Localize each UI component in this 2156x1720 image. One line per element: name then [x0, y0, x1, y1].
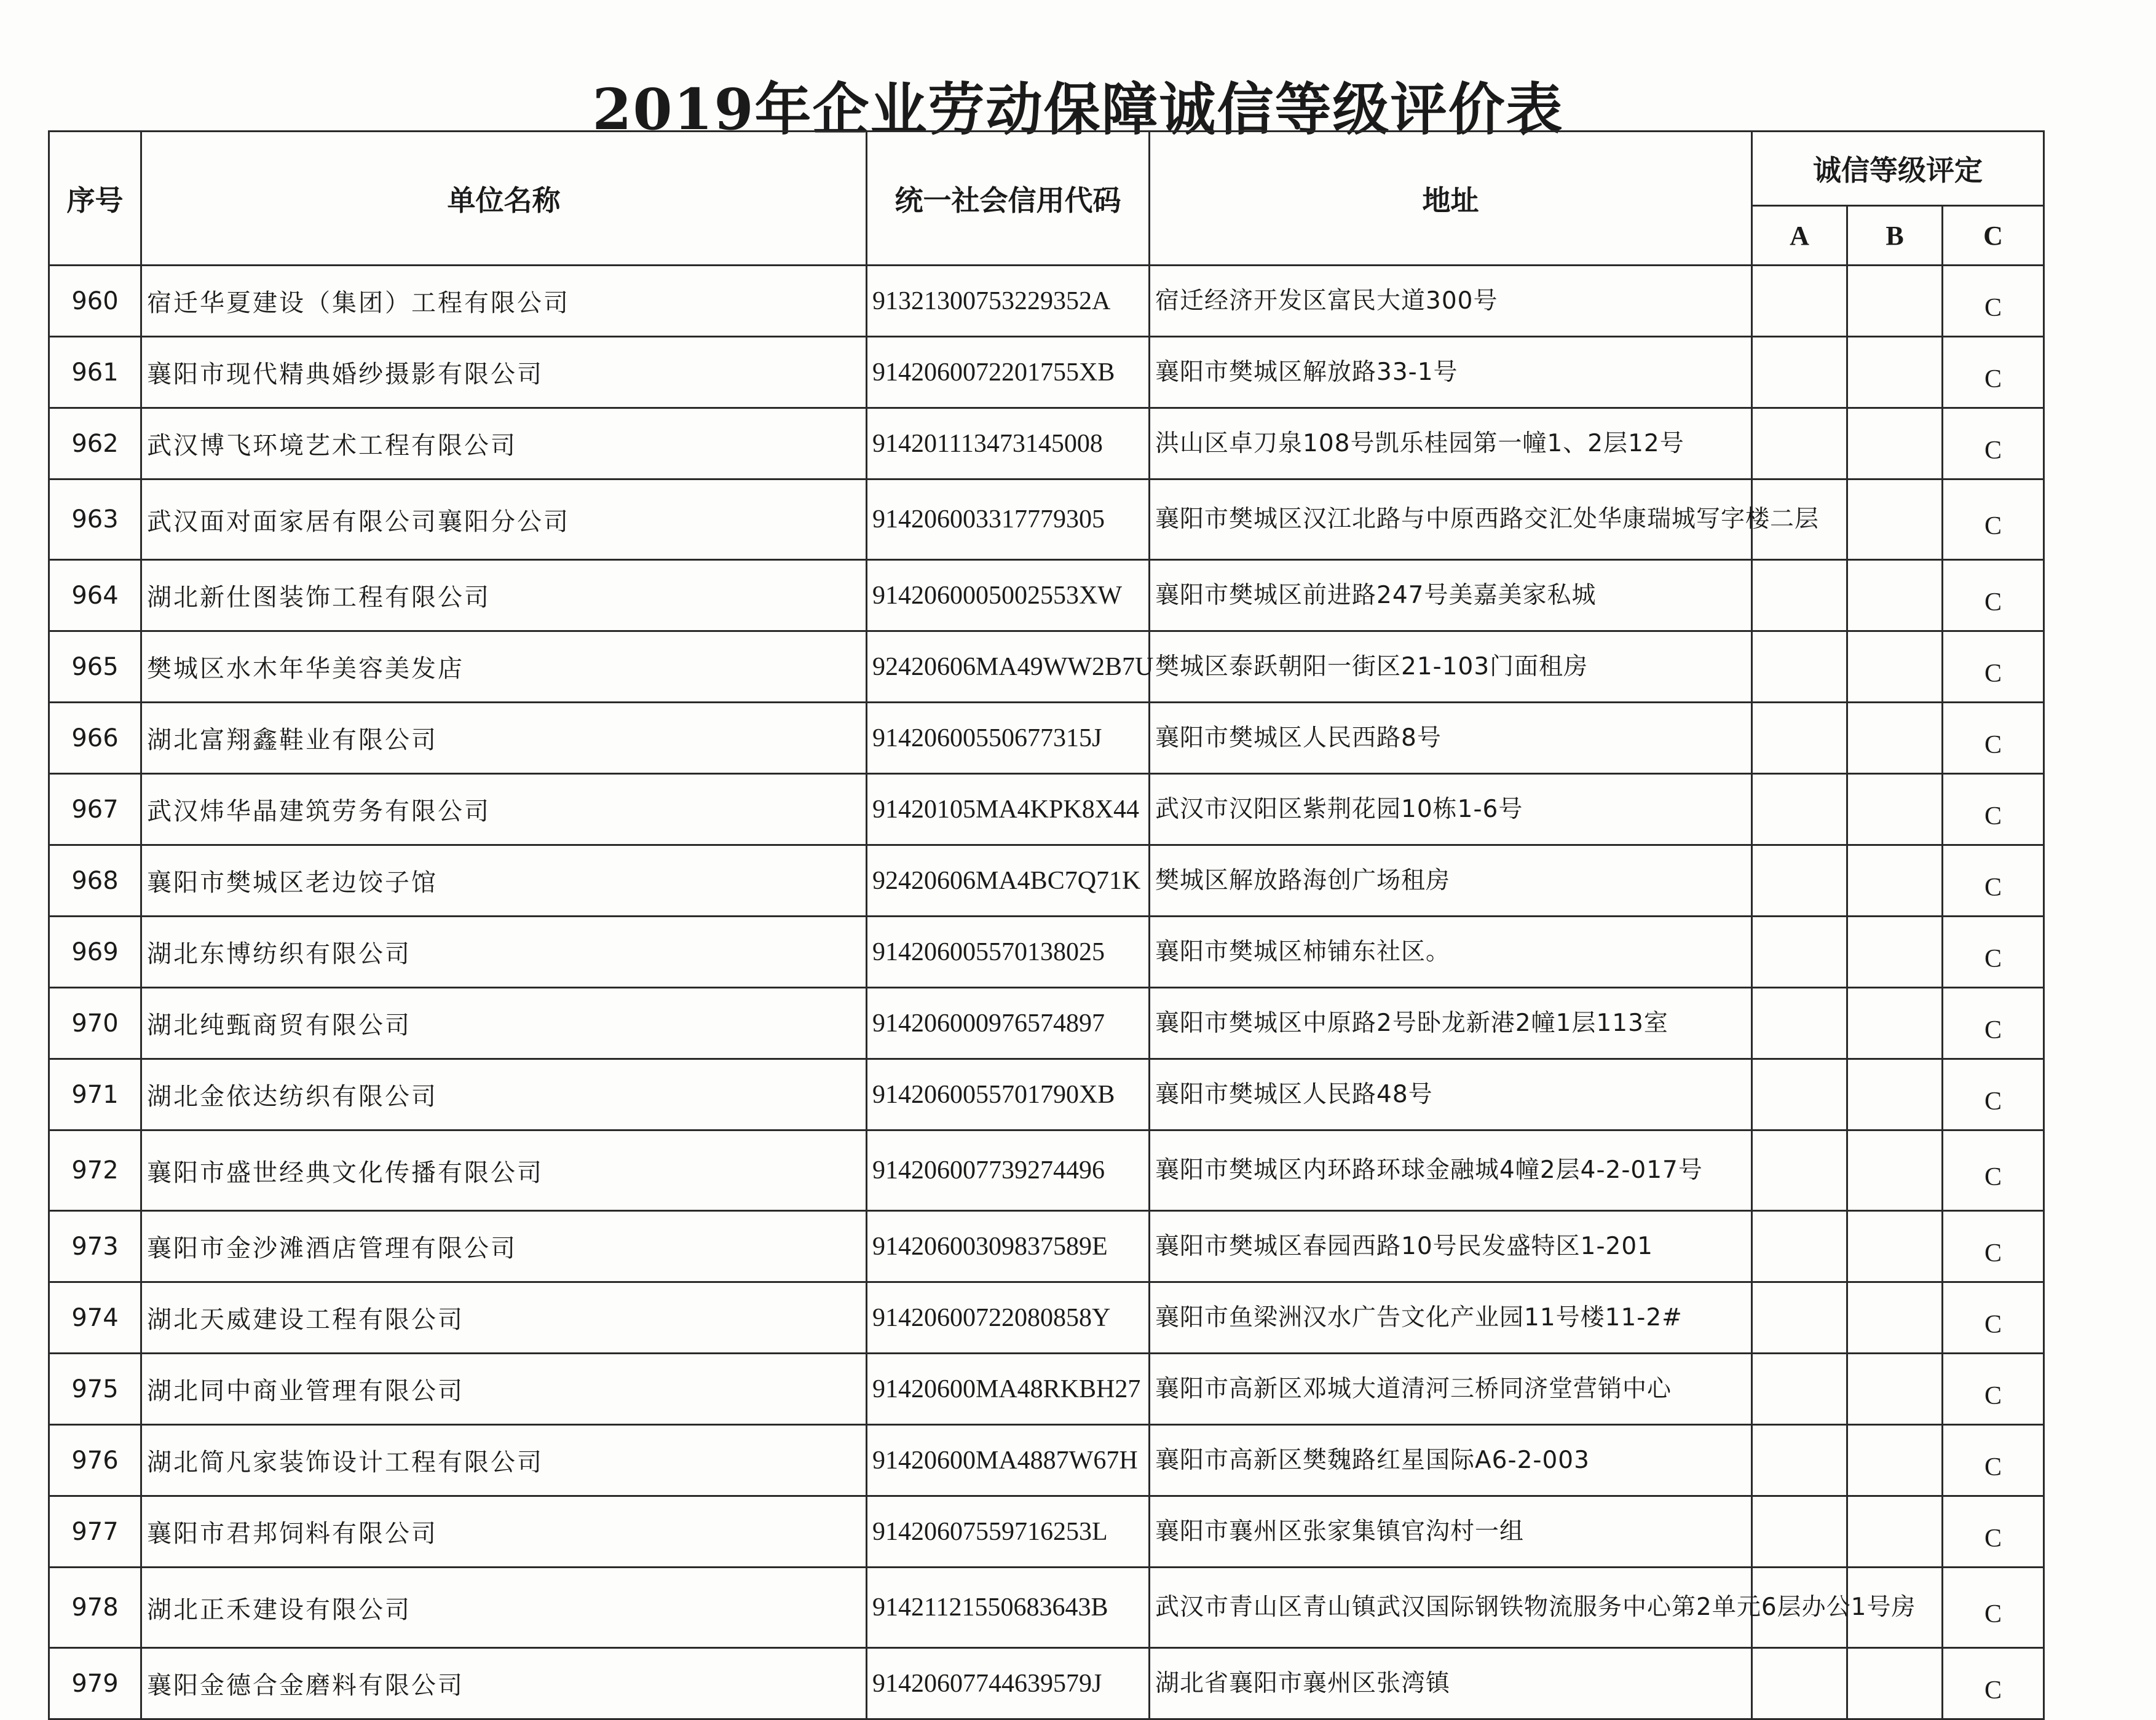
row-credit-code: 91420607559716253L	[867, 1496, 1150, 1568]
row-seq: 971	[49, 1059, 141, 1130]
row-grade-b	[1847, 631, 1943, 703]
row-seq: 974	[49, 1282, 141, 1354]
header-grade-b: B	[1847, 206, 1943, 266]
row-grade-a	[1752, 845, 1847, 917]
row-grade-c: C	[1943, 1425, 2044, 1496]
table-row	[49, 1354, 2044, 1425]
row-company-name: 湖北简凡家装饰设计工程有限公司	[141, 1425, 867, 1496]
row-credit-code: 914206003317779305	[867, 479, 1150, 560]
row-credit-code: 91420607744639579J	[867, 1648, 1150, 1719]
row-address: 襄阳市樊城区内环路环球金融城4幢2层4-2-017号	[1150, 1130, 1752, 1211]
row-grade-a	[1752, 1282, 1847, 1354]
row-address: 湖北省襄阳市襄州区张湾镇	[1150, 1648, 1752, 1719]
header-name: 单位名称	[141, 132, 867, 266]
row-grade-c: C	[1943, 408, 2044, 479]
row-seq: 973	[49, 1211, 141, 1282]
row-grade-b	[1847, 1211, 1943, 1282]
row-address: 樊城区解放路海创广场租房	[1150, 845, 1752, 917]
row-grade-a	[1752, 774, 1847, 845]
row-credit-code: 9142060005002553XW	[867, 560, 1150, 631]
row-grade-b	[1847, 1354, 1943, 1425]
row-seq: 977	[49, 1496, 141, 1568]
row-address: 襄阳市樊城区人民西路8号	[1150, 703, 1752, 774]
row-address: 襄阳市襄州区张家集镇官沟村一组	[1150, 1496, 1752, 1568]
row-grade-a	[1752, 1496, 1847, 1568]
row-seq: 976	[49, 1425, 141, 1496]
row-grade-b	[1847, 1496, 1943, 1568]
credit-rating-table	[48, 130, 2045, 1720]
row-grade-a	[1752, 408, 1847, 479]
row-company-name: 襄阳市金沙滩酒店管理有限公司	[141, 1211, 867, 1282]
row-grade-a	[1752, 988, 1847, 1059]
row-address: 襄阳市樊城区人民路48号	[1150, 1059, 1752, 1130]
row-grade-b	[1847, 988, 1943, 1059]
row-seq: 963	[49, 479, 141, 560]
table-row	[49, 988, 2044, 1059]
row-seq: 961	[49, 337, 141, 408]
row-company-name: 湖北东博纺织有限公司	[141, 917, 867, 988]
row-credit-code: 91420105MA4KPK8X44	[867, 774, 1150, 845]
table-row	[49, 631, 2044, 703]
row-seq: 978	[49, 1568, 141, 1648]
row-grade-a	[1752, 337, 1847, 408]
row-seq: 972	[49, 1130, 141, 1211]
row-address: 襄阳市高新区樊魏路红星国际A6-2-003	[1150, 1425, 1752, 1496]
row-address: 洪山区卓刀泉108号凯乐桂园第一幢1、2层12号	[1150, 408, 1752, 479]
row-grade-c: C	[1943, 1211, 2044, 1282]
header-row-1	[49, 132, 2044, 206]
row-grade-b	[1847, 560, 1943, 631]
row-grade-b	[1847, 479, 1943, 560]
row-grade-b	[1847, 1282, 1943, 1354]
row-grade-c: C	[1943, 1648, 2044, 1719]
row-company-name: 湖北天威建设工程有限公司	[141, 1282, 867, 1354]
row-address: 襄阳市樊城区前进路247号美嘉美家私城	[1150, 560, 1752, 631]
row-company-name: 武汉炜华晶建筑劳务有限公司	[141, 774, 867, 845]
row-grade-b	[1847, 845, 1943, 917]
row-credit-code: 91420600722080858Y	[867, 1282, 1150, 1354]
row-grade-a	[1752, 1648, 1847, 1719]
row-address: 襄阳市樊城区柿铺东社区。	[1150, 917, 1752, 988]
row-seq: 965	[49, 631, 141, 703]
row-grade-a	[1752, 917, 1847, 988]
row-company-name: 樊城区水木年华美容美发店	[141, 631, 867, 703]
row-grade-a	[1752, 631, 1847, 703]
table-row	[49, 337, 2044, 408]
row-company-name: 襄阳金德合金磨料有限公司	[141, 1648, 867, 1719]
row-seq: 966	[49, 703, 141, 774]
row-grade-b	[1847, 703, 1943, 774]
row-company-name: 湖北金依达纺织有限公司	[141, 1059, 867, 1130]
row-address: 武汉市青山区青山镇武汉国际钢铁物流服务中心第2单元6层办公1号房	[1150, 1568, 1752, 1648]
table-row	[49, 560, 2044, 631]
row-credit-code: 91420600MA48RKBH27	[867, 1354, 1150, 1425]
header-grade-c: C	[1943, 206, 2044, 266]
row-grade-b	[1847, 266, 1943, 337]
table-row	[49, 703, 2044, 774]
header-code: 统一社会信用代码	[867, 132, 1150, 266]
row-grade-c: C	[1943, 1354, 2044, 1425]
row-grade-a	[1752, 1425, 1847, 1496]
table-row	[49, 266, 2044, 337]
table-row	[49, 1568, 2044, 1648]
document-title: 2019年企业劳动保障诚信等级评价表	[592, 76, 1564, 143]
row-grade-a	[1752, 703, 1847, 774]
row-grade-b	[1847, 774, 1943, 845]
row-grade-a	[1752, 1059, 1847, 1130]
header-grade: 诚信等级评定	[1752, 132, 2044, 206]
row-seq: 975	[49, 1354, 141, 1425]
row-company-name: 湖北富翔鑫鞋业有限公司	[141, 703, 867, 774]
row-credit-code: 91420600MA4887W67H	[867, 1425, 1150, 1496]
header-seq: 序号	[49, 132, 141, 266]
row-company-name: 湖北新仕图装饰工程有限公司	[141, 560, 867, 631]
table-row	[49, 1425, 2044, 1496]
row-credit-code: 914206000976574897	[867, 988, 1150, 1059]
row-grade-b	[1847, 1648, 1943, 1719]
row-grade-b	[1847, 917, 1943, 988]
row-grade-c: C	[1943, 845, 2044, 917]
row-credit-code: 9142060072201755XB	[867, 337, 1150, 408]
row-address: 宿迁经济开发区富民大道300号	[1150, 266, 1752, 337]
row-grade-b	[1847, 408, 1943, 479]
table-row	[49, 1059, 2044, 1130]
row-address: 武汉市汉阳区紫荆花园10栋1-6号	[1150, 774, 1752, 845]
row-credit-code: 91420600550677315J	[867, 703, 1150, 774]
row-company-name: 湖北纯甄商贸有限公司	[141, 988, 867, 1059]
row-grade-c: C	[1943, 1130, 2044, 1211]
table-row	[49, 1130, 2044, 1211]
row-seq: 964	[49, 560, 141, 631]
table-body	[49, 266, 2044, 1719]
row-grade-c: C	[1943, 774, 2044, 845]
row-grade-c: C	[1943, 479, 2044, 560]
table-row	[49, 1648, 2044, 1719]
row-credit-code: 9142060055701790XB	[867, 1059, 1150, 1130]
table-row	[49, 1282, 2044, 1354]
row-company-name: 武汉面对面家居有限公司襄阳分公司	[141, 479, 867, 560]
table-row	[49, 1496, 2044, 1568]
row-address: 襄阳市樊城区春园西路10号民发盛特区1-201	[1150, 1211, 1752, 1282]
row-company-name: 襄阳市盛世经典文化传播有限公司	[141, 1130, 867, 1211]
row-seq: 967	[49, 774, 141, 845]
row-credit-code: 92420606MA49WW2B7U	[867, 631, 1150, 703]
row-address: 襄阳市高新区邓城大道清河三桥同济堂营销中心	[1150, 1354, 1752, 1425]
row-address: 樊城区泰跃朝阳一街区21-103门面租房	[1150, 631, 1752, 703]
table-row	[49, 408, 2044, 479]
header-address: 地址	[1150, 132, 1752, 266]
header-grade-a: A	[1752, 206, 1847, 266]
row-grade-c: C	[1943, 1059, 2044, 1130]
row-grade-b	[1847, 1425, 1943, 1496]
row-seq: 970	[49, 988, 141, 1059]
row-credit-code: 914206007739274496	[867, 1130, 1150, 1211]
row-grade-c: C	[1943, 1568, 2044, 1648]
row-address: 襄阳市樊城区解放路33-1号	[1150, 337, 1752, 408]
row-grade-a	[1752, 1211, 1847, 1282]
row-company-name: 湖北同中商业管理有限公司	[141, 1354, 867, 1425]
row-grade-c: C	[1943, 266, 2044, 337]
row-grade-a	[1752, 1130, 1847, 1211]
row-address: 襄阳市樊城区中原路2号卧龙新港2幢1层113室	[1150, 988, 1752, 1059]
row-company-name: 襄阳市樊城区老边饺子馆	[141, 845, 867, 917]
row-grade-c: C	[1943, 631, 2044, 703]
row-address: 襄阳市樊城区汉江北路与中原西路交汇处华康瑞城写字楼二层	[1150, 479, 1752, 560]
row-grade-b	[1847, 337, 1943, 408]
row-credit-code: 92420606MA4BC7Q71K	[867, 845, 1150, 917]
row-credit-code: 914206005570138025	[867, 917, 1150, 988]
row-credit-code: 91421121550683643B	[867, 1568, 1150, 1648]
row-grade-b	[1847, 1059, 1943, 1130]
row-grade-c: C	[1943, 1496, 2044, 1568]
row-credit-code: 91420600309837589E	[867, 1211, 1150, 1282]
row-grade-c: C	[1943, 1282, 2044, 1354]
row-company-name: 襄阳市现代精典婚纱摄影有限公司	[141, 337, 867, 408]
row-seq: 979	[49, 1648, 141, 1719]
table-row	[49, 1211, 2044, 1282]
row-grade-b	[1847, 1130, 1943, 1211]
row-grade-a	[1752, 1354, 1847, 1425]
row-credit-code: 914201113473145008	[867, 408, 1150, 479]
row-company-name: 宿迁华夏建设（集团）工程有限公司	[141, 266, 867, 337]
row-seq: 969	[49, 917, 141, 988]
row-address: 襄阳市鱼梁洲汉水广告文化产业园11号楼11-2#	[1150, 1282, 1752, 1354]
row-seq: 968	[49, 845, 141, 917]
table-row	[49, 479, 2044, 560]
row-grade-a	[1752, 560, 1847, 631]
row-company-name: 湖北正禾建设有限公司	[141, 1568, 867, 1648]
row-company-name: 武汉博飞环境艺术工程有限公司	[141, 408, 867, 479]
row-company-name: 襄阳市君邦饲料有限公司	[141, 1496, 867, 1568]
table-row	[49, 774, 2044, 845]
row-seq: 960	[49, 266, 141, 337]
row-grade-c: C	[1943, 988, 2044, 1059]
row-grade-c: C	[1943, 337, 2044, 408]
row-seq: 962	[49, 408, 141, 479]
row-grade-c: C	[1943, 560, 2044, 631]
table-row	[49, 917, 2044, 988]
row-credit-code: 91321300753229352A	[867, 266, 1150, 337]
row-grade-a	[1752, 266, 1847, 337]
row-grade-c: C	[1943, 703, 2044, 774]
table-row	[49, 845, 2044, 917]
row-grade-c: C	[1943, 917, 2044, 988]
